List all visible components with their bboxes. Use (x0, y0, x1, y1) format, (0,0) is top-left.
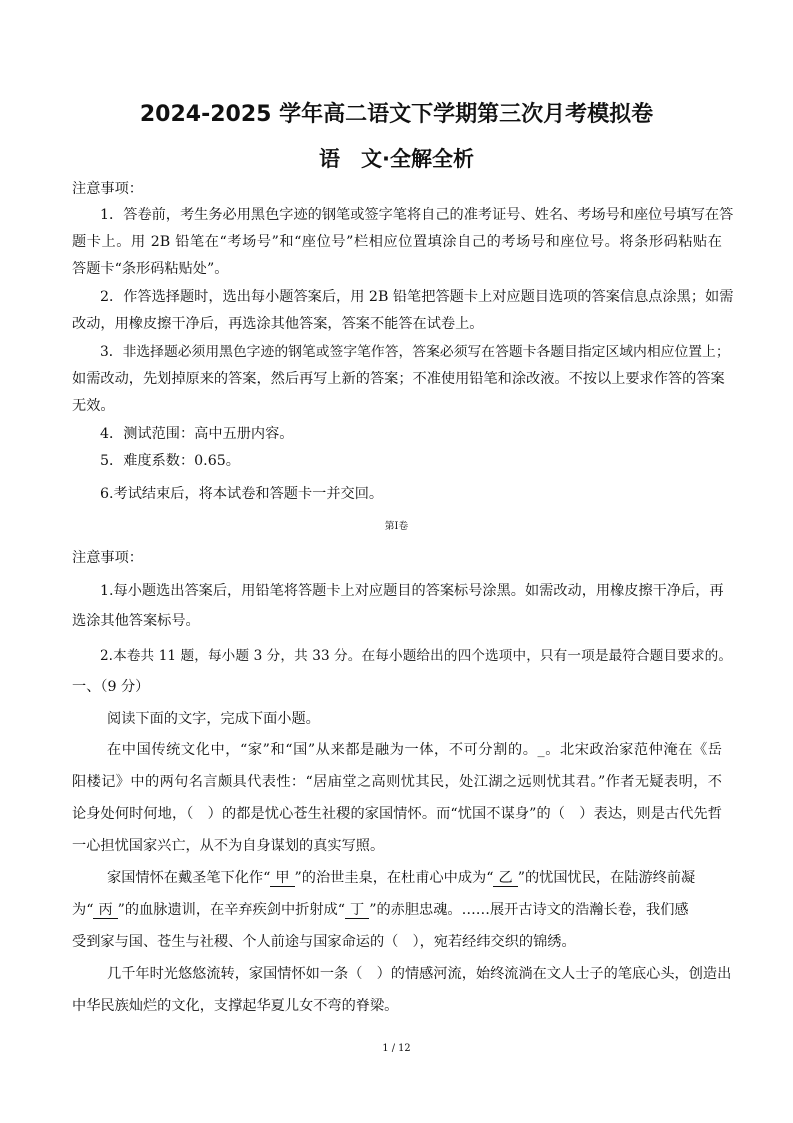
notice-item-1-line-2: 题卡上。用 2B 铅笔在“考场号”和“座位号”栏相应位置填涂自己的考场号和座位号。将条形码粘贴在 (72, 234, 722, 250)
notice-item-4: 4．测试范围：高中五册内容。 (100, 426, 294, 442)
passage-p2-line-2-part-a: 为“ (72, 902, 94, 918)
notice-item-6: 6.考试结束后，将本试卷和答题卡一并交回。 (100, 486, 384, 502)
passage-p1-line-1: 在中国传统文化中，“家”和“国”从来都是融为一体，不可分割的。_。北宋政治家范仲淹在《岳 (107, 742, 722, 758)
part-heading: 第Ⅰ卷 (384, 521, 409, 532)
notice-item-2-line-1: 2．作答选择题时，选出每小题答案后，用 2B 铅笔把答题卡上对应题目选项的答案信息点涂黑；如需 (100, 289, 734, 305)
passage-p2-line-1-part-c: ”的忧国忧民，在陆游终前凝 (517, 870, 696, 886)
page-title: 2024-2025 学年高二语文下学期第三次月考模拟卷 (139, 102, 654, 127)
passage-p1-line-3: 论身处何时何地，（ ）的都是忧心苍生社稷的家国情怀。而“忧国不谋身”的（ ）表达，则是古代先哲 (72, 806, 722, 822)
blank-yi: 乙 (493, 871, 517, 887)
part-notice-heading: 注意事项： (72, 550, 143, 566)
passage-p2-line-2-part-b: ”的血脉遗训，在辛弃疾剑中折射成“ (117, 902, 345, 918)
passage-p2-line-1 (107, 869, 695, 887)
passage-p2-line-2 (72, 901, 689, 919)
part-notice-item-2: 2.本卷共 11 题，每小题 3 分，共 33 分。在每小题给出的四个选项中，只有一项是最符合题目要求的。 (100, 648, 732, 664)
passage-p1-line-2: 阳楼记》中的两句名言颇具代表性：“居庙堂之高则忧其民，处江湖之远则忧其君。”作者无疑表明，不 (72, 774, 722, 790)
page-subtitle: 语 文·全解全析 (319, 147, 474, 171)
notice-item-3-line-1: 3．非选择题必须用黑色字迹的钢笔或签字笔作答，答案必须写在答题卡各题目指定区域内相应位置上； (100, 344, 730, 360)
notice-item-3-line-2: 如需改动，先划掉原来的答案，然后再写上新的答案；不准使用铅笔和涂改液。不按以上要求作答的答案 (72, 371, 725, 387)
passage-p2-line-3: 受到家与国、苍生与社稷、个人前途与国家命运的（ ），宛若经纬交织的锦绣。 (72, 934, 576, 950)
notice-item-5: 5．难度系数：0.65。 (100, 453, 240, 469)
blank-bing: 丙 (93, 903, 117, 919)
blank-ding: 丁 (345, 903, 369, 919)
part-notice-item-1-line-1: 1.每小题选出答案后，用铅笔将答题卡上对应题目的答案标号涂黑。如需改动，用橡皮擦干净后，再 (100, 583, 724, 599)
blank-jia: 甲 (270, 871, 294, 887)
reading-instruction: 阅读下面的文字，完成下面小题。 (107, 711, 320, 727)
notice-item-1-line-3: 答题卡“条形码粘贴处”。 (72, 261, 229, 277)
passage-p2-line-1-part-b: ”的治世圭臬，在杜甫心中成为“ (294, 870, 494, 886)
section-heading: 一、（9 分） (72, 679, 150, 695)
notice-item-2-line-2: 改动，用橡皮擦干净后，再选涂其他答案，答案不能答在试卷上。 (72, 316, 484, 332)
page-number: 1 / 12 (382, 1043, 411, 1054)
passage-p3-line-2: 中华民族灿烂的文化，支撑起华夏儿女不弯的脊梁。 (72, 998, 399, 1014)
notice-heading: 注意事项： (72, 181, 143, 197)
passage-p1-line-4: 一心担忧国家兴亡，从不为自身谋划的真实写照。 (72, 838, 385, 854)
part-notice-item-1-line-2: 选涂其他答案标号。 (72, 613, 200, 629)
notice-item-1-line-1: 1．答卷前，考生务必用黑色字迹的钢笔或签字笔将自己的准考证号、姓名、考场号和座位号填写在答 (100, 207, 734, 223)
passage-p2-line-2-part-c: ”的赤胆忠魂。……展开古诗文的浩瀚长卷，我们感 (369, 902, 689, 918)
notice-item-3-line-3: 无效。 (72, 398, 115, 414)
passage-p2-line-1-part-a: 家国情怀在戴圣笔下化作“ (107, 870, 271, 886)
passage-p3-line-1: 几千年时光悠悠流转，家国情怀如一条（ ）的情感河流，始终流淌在文人士子的笔底心头，创造出 (107, 966, 732, 982)
